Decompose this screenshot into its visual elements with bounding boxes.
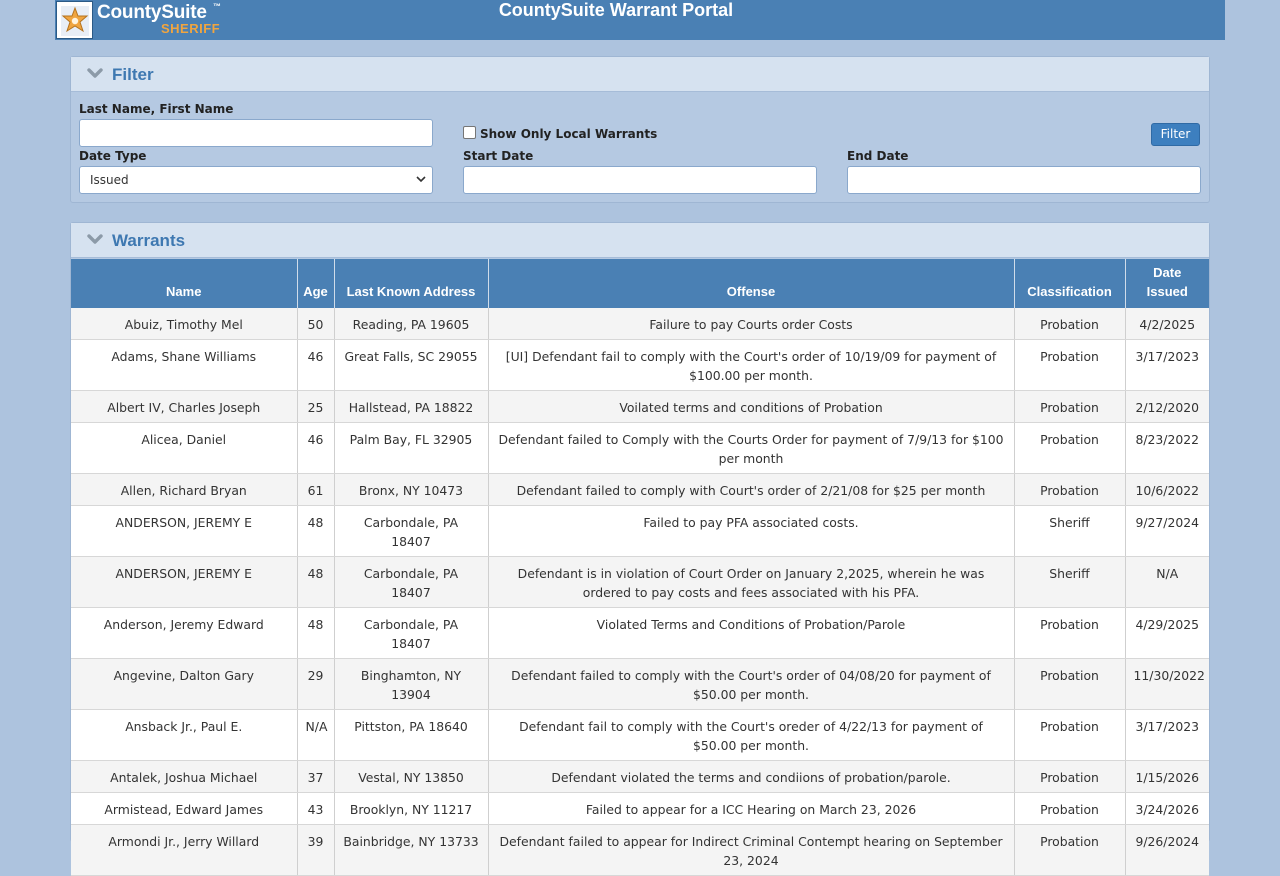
logo-trademark: ™ [213,2,221,11]
column-header-offense[interactable]: Offense [488,259,1014,308]
start-date-input[interactable] [463,166,817,194]
cell-address: Brooklyn, NY 11217 [334,793,488,825]
cell-classification: Probation [1014,423,1125,474]
cell-offense: Voilated terms and conditions of Probation [488,391,1014,423]
cell-age: 46 [297,340,334,391]
cell-name: Ansback Jr., Paul E. [71,710,297,761]
cell-address: Carbondale, PA 18407 [334,608,488,659]
cell-age: 37 [297,761,334,793]
cell-date-issued: 2/12/2020 [1125,391,1209,423]
table-row [71,391,1209,423]
cell-date-issued: 1/15/2026 [1125,761,1209,793]
cell-offense: Defendant violated the terms and condiions of probation/parole. [488,761,1014,793]
cell-offense: Failed to appear for a ICC Hearing on March 23, 2026 [488,793,1014,825]
warrants-panel-title: Warrants [112,231,186,250]
column-header-name[interactable]: Name [71,259,297,308]
cell-classification: Probation [1014,340,1125,391]
cell-address: Palm Bay, FL 32905 [334,423,488,474]
cell-age: 25 [297,391,334,423]
cell-offense: Defendant is in violation of Court Order on January 2,2025, wherein he was ordered to pay costs and fees associated with his PFA. [488,557,1014,608]
cell-age: 39 [297,825,334,876]
cell-classification: Probation [1014,308,1125,340]
sheriff-star-icon [56,1,93,39]
column-header-address[interactable]: Last Known Address [334,259,488,308]
cell-name: Armondi Jr., Jerry Willard [71,825,297,876]
countysuite-sheriff-logo[interactable] [55,0,225,40]
cell-address: Great Falls, SC 29055 [334,340,488,391]
cell-offense: [UI] Defendant fail to comply with the Court's order of 10/19/09 for payment of $100.00 per month. [488,340,1014,391]
filter-panel-title: Filter [112,65,154,84]
warrants-table [71,259,1209,876]
table-row [71,557,1209,608]
column-header-age[interactable]: Age [297,259,334,308]
column-header-classification[interactable]: Classification [1014,259,1125,308]
cell-offense: Defendant failed to comply with the Court's order of 04/08/20 for payment of $50.00 per month. [488,659,1014,710]
cell-date-issued: 9/27/2024 [1125,506,1209,557]
cell-date-issued: 3/17/2023 [1125,710,1209,761]
filter-panel [70,56,1210,203]
cell-address: Pittston, PA 18640 [334,710,488,761]
logo-name: CountySuite [97,2,207,23]
cell-name: Anderson, Jeremy Edward [71,608,297,659]
local-warrants-checkbox[interactable] [463,126,476,139]
cell-date-issued: 11/30/2022 [1125,659,1209,710]
cell-date-issued: 4/29/2025 [1125,608,1209,659]
cell-name: Antalek, Joshua Michael [71,761,297,793]
cell-offense: Failure to pay Courts order Costs [488,308,1014,340]
cell-address: Carbondale, PA 18407 [334,506,488,557]
cell-classification: Probation [1014,793,1125,825]
table-row [71,506,1209,557]
cell-offense: Defendant failed to appear for Indirect Criminal Contempt hearing on September 23, 2024 [488,825,1014,876]
cell-classification: Probation [1014,710,1125,761]
local-warrants-label: Show Only Local Warrants [480,127,658,141]
date-type-value: Issued [90,173,129,187]
page-title: CountySuite Warrant Portal [498,0,734,20]
cell-offense: Defendant fail to comply with the Court's oreder of 4/22/13 for payment of $50.00 per month. [488,710,1014,761]
table-row [71,659,1209,710]
chevron-down-icon [416,175,426,183]
date-header-line2: Issued [1146,284,1188,299]
cell-classification: Probation [1014,825,1125,876]
cell-date-issued: 3/24/2026 [1125,793,1209,825]
cell-name: ANDERSON, JEREMY E [71,506,297,557]
cell-address: Bainbridge, NY 13733 [334,825,488,876]
warrants-panel-header[interactable] [71,223,1209,258]
cell-date-issued: 3/17/2023 [1125,340,1209,391]
column-header-date-issued[interactable] [1125,259,1209,308]
cell-name: Alicea, Daniel [71,423,297,474]
cell-classification: Probation [1014,391,1125,423]
cell-age: 50 [297,308,334,340]
filter-panel-header[interactable] [71,57,1209,92]
cell-offense: Defendant failed to Comply with the Courts Order for payment of 7/9/13 for $100 per month [488,423,1014,474]
table-row [71,761,1209,793]
cell-date-issued: 9/26/2024 [1125,825,1209,876]
date-header-line1: Date [1153,265,1182,280]
name-search-input[interactable] [79,119,433,147]
cell-age: 46 [297,423,334,474]
start-date-label: Start Date [463,149,534,163]
cell-date-issued: 8/23/2022 [1125,423,1209,474]
cell-classification: Probation [1014,608,1125,659]
cell-name: ANDERSON, JEREMY E [71,557,297,608]
cell-address: Bronx, NY 10473 [334,474,488,506]
table-row [71,423,1209,474]
name-label: Last Name, First Name [79,102,234,116]
cell-date-issued: 4/2/2025 [1125,308,1209,340]
cell-classification: Probation [1014,761,1125,793]
cell-age: N/A [297,710,334,761]
cell-address: Carbondale, PA 18407 [334,557,488,608]
warrants-panel [70,222,1210,868]
cell-age: 43 [297,793,334,825]
cell-address: Binghamton, NY 13904 [334,659,488,710]
table-row [71,825,1209,876]
end-date-input[interactable] [847,166,1201,194]
date-type-label: Date Type [79,149,147,163]
cell-age: 48 [297,506,334,557]
cell-classification: Probation [1014,474,1125,506]
cell-age: 48 [297,557,334,608]
cell-classification: Sheriff [1014,506,1125,557]
filter-button[interactable]: Filter [1151,123,1200,146]
cell-age: 61 [297,474,334,506]
cell-name: Angevine, Dalton Gary [71,659,297,710]
table-row [71,340,1209,391]
end-date-label: End Date [847,149,909,163]
chevron-down-icon[interactable] [87,68,103,80]
cell-address: Hallstead, PA 18822 [334,391,488,423]
date-type-select[interactable] [79,166,433,194]
cell-name: Abuiz, Timothy Mel [71,308,297,340]
logo-subtitle: SHERIFF [161,21,221,36]
table-header-row [71,259,1209,308]
cell-address: Vestal, NY 13850 [334,761,488,793]
top-bar [55,0,1225,40]
cell-offense: Defendant failed to comply with Court's order of 2/21/08 for $25 per month [488,474,1014,506]
cell-date-issued: N/A [1125,557,1209,608]
cell-offense: Violated Terms and Conditions of Probation/Parole [488,608,1014,659]
table-row [71,710,1209,761]
cell-name: Armistead, Edward James [71,793,297,825]
cell-age: 48 [297,608,334,659]
table-row [71,474,1209,506]
cell-name: Adams, Shane Williams [71,340,297,391]
chevron-down-icon[interactable] [87,234,103,246]
cell-date-issued: 10/6/2022 [1125,474,1209,506]
table-row [71,793,1209,825]
cell-classification: Sheriff [1014,557,1125,608]
cell-offense: Failed to pay PFA associated costs. [488,506,1014,557]
cell-age: 29 [297,659,334,710]
cell-name: Albert IV, Charles Joseph [71,391,297,423]
cell-name: Allen, Richard Bryan [71,474,297,506]
table-row [71,608,1209,659]
cell-classification: Probation [1014,659,1125,710]
table-row [71,308,1209,340]
cell-address: Reading, PA 19605 [334,308,488,340]
